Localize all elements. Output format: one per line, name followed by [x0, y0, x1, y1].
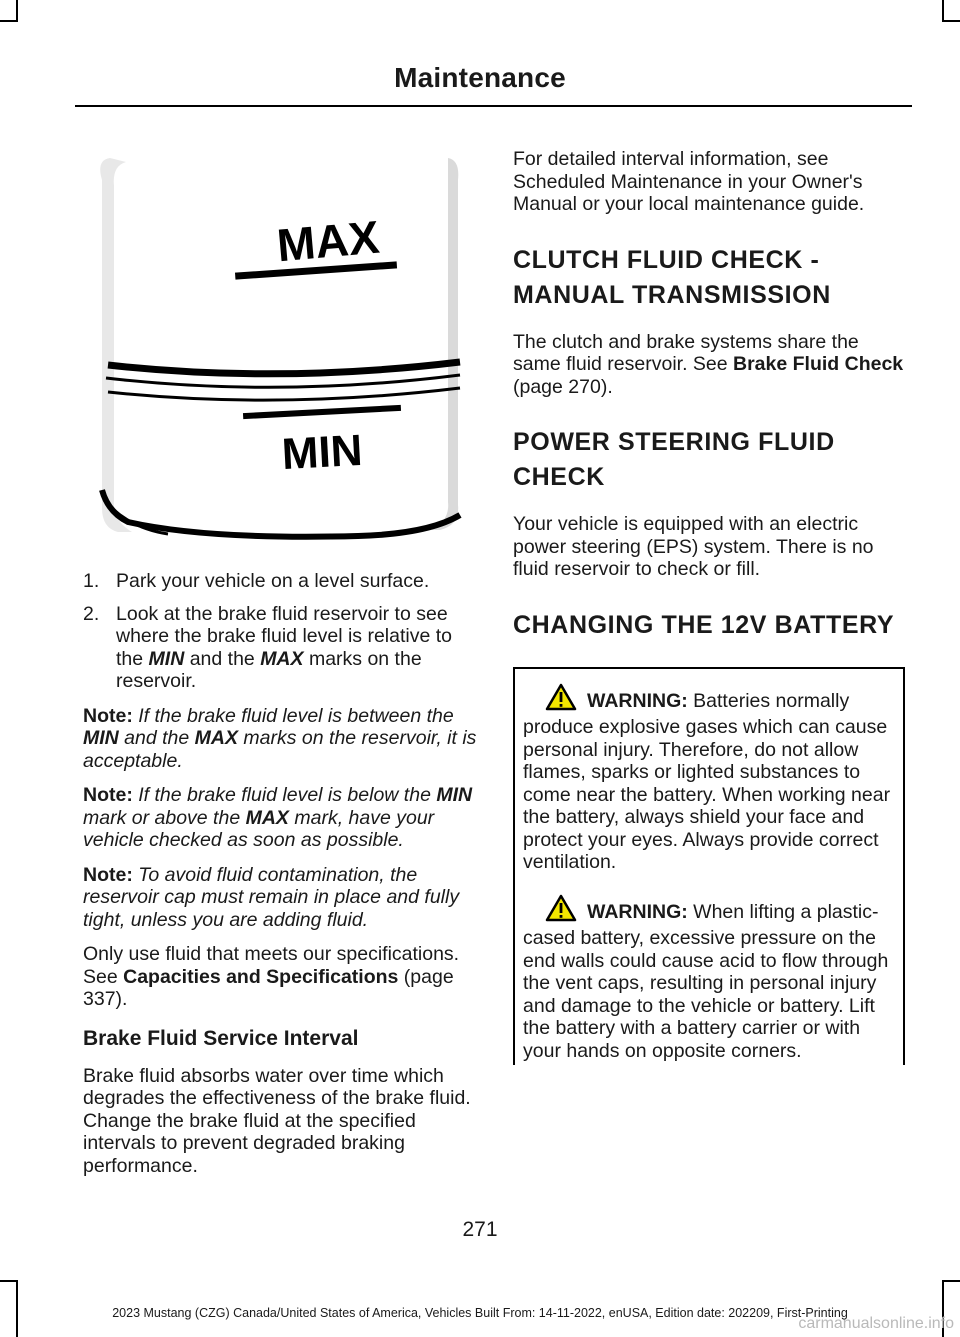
max-term: MAX: [194, 727, 238, 749]
crop-mark: [0, 1280, 18, 1282]
note-text: mark or above the: [83, 806, 246, 829]
warning-text: When lifting a plastic-cased battery, excessive pressure on the end walls could cause acid to flow through the vent caps, resulting in personal injury and damage to the vehicle or battery. Lift the battery with a battery carrier or with your hands on opposite corners.: [523, 900, 889, 1062]
warning-text: Batteries normally produce explosive gases which can cause personal injury. Therefore, do not allow flames, sparks or lighted substances to come near the battery. When working near the battery, always shield your face and protect your eyes. Always provide correct ventilation.: [523, 689, 891, 873]
list-item: [83, 570, 478, 593]
page-number: 271: [462, 1218, 498, 1241]
heading-line: MANUAL TRANSMISSION: [513, 280, 831, 309]
heading-line: CLUTCH FLUID CHECK -: [513, 245, 820, 274]
crop-mark: [0, 20, 18, 22]
note-label: Note:: [83, 863, 133, 886]
power-steering-text: Your vehicle is equipped with an electric power steering (EPS) system. There is no fluid reservoir to check or fill.: [513, 513, 874, 580]
note-contamination: [83, 864, 478, 932]
heading-line: CHECK: [513, 463, 605, 491]
note-text: If the brake fluid level is below the: [132, 784, 437, 806]
watermark: carmanualsonline.info: [798, 1315, 954, 1332]
min-term: MIN: [436, 784, 473, 806]
min-mark-label: MIN: [280, 425, 364, 480]
step-list: [83, 570, 478, 693]
warning-explosive-gases: [523, 669, 897, 874]
section-subheading: Brake Fluid Service Interval: [83, 1026, 359, 1050]
heading-line: CHANGING THE 12V BATTERY: [513, 610, 895, 639]
max-term: MAX: [245, 806, 289, 829]
warning-label: WARNING:: [587, 900, 688, 923]
warning-triangle-icon: [545, 894, 577, 928]
step-text: marks on the reservoir.: [116, 647, 422, 692]
note-text: To avoid fluid contamination, the reservoir cap must remain in place and fully tight, unless you are adding fluid.: [83, 863, 460, 931]
body-text: Only use fluid that meets our specifications. See: [83, 943, 460, 988]
warning-lifting-battery: [523, 874, 897, 1063]
step-text: Look at the brake fluid reservoir to see where the brake fluid level is relative to the: [116, 602, 453, 670]
note-label: Note:: [83, 784, 133, 806]
note-text: mark, have your vehicle checked as soon as possible.: [83, 806, 435, 851]
note-text: If the brake fluid level is between the: [132, 704, 454, 727]
min-term: MIN: [148, 647, 185, 670]
step-text: and the: [184, 647, 261, 670]
left-column: [83, 570, 478, 1190]
service-interval-text: Brake fluid absorbs water over time which degrades the effectiveness of the brake fluid. Change the brake fluid at the specified intervals to prevent degraded braking performance.: [83, 1064, 471, 1177]
warning-label: WARNING:: [587, 689, 688, 712]
spec-paragraph: [83, 943, 478, 1011]
interval-info-text: For detailed interval information, see Scheduled Maintenance in your Owner's Manual or your local maintenance guide.: [513, 148, 865, 215]
crop-mark: [16, 0, 18, 22]
warning-box: [513, 667, 905, 1065]
crop-mark: [942, 20, 960, 22]
max-term: MAX: [260, 647, 304, 670]
note-text: and the: [118, 727, 195, 749]
page-reference: (page 337).: [83, 965, 454, 1010]
step-number: 1.: [83, 570, 100, 592]
heading-line: POWER STEERING FLUID: [513, 428, 835, 456]
page-reference: (page 270).: [513, 375, 613, 398]
note-level-acceptable: [83, 705, 478, 773]
max-mark-label: MAX: [274, 210, 382, 272]
clutch-paragraph: [513, 331, 905, 399]
section-heading-clutch: [513, 244, 905, 311]
note-level-out-of-range: [83, 784, 478, 852]
header-divider: [75, 105, 912, 107]
warning-triangle-icon: [545, 683, 577, 717]
crop-mark: [942, 1280, 960, 1282]
footer-edition-text: 2023 Mustang (CZG) Canada/United States of America, Vehicles Built From: 14-11-2022, enUSA, Edition date: 202209, First-Printing: [112, 1306, 848, 1320]
note-text: marks on the reservoir, it is acceptable.: [83, 727, 477, 772]
section-heading-power-steering: [513, 426, 905, 493]
crop-mark: [942, 0, 944, 22]
step-number: 2.: [83, 602, 100, 625]
right-column: [513, 148, 905, 1065]
note-label: Note:: [83, 704, 133, 727]
capacities-link[interactable]: Capacities and Specifications: [123, 965, 399, 988]
brake-reservoir-illustration: [88, 140, 463, 540]
list-item: [83, 603, 478, 693]
body-text: The clutch and brake systems share the same fluid reservoir. See: [513, 330, 859, 375]
step-text: Park your vehicle on a level surface.: [116, 570, 430, 592]
section-heading-battery: [513, 609, 905, 641]
min-term: MIN: [83, 727, 119, 749]
brake-fluid-check-link[interactable]: Brake Fluid Check: [733, 353, 904, 375]
reservoir-drawing: [88, 140, 463, 540]
page-title: Maintenance: [394, 62, 566, 93]
